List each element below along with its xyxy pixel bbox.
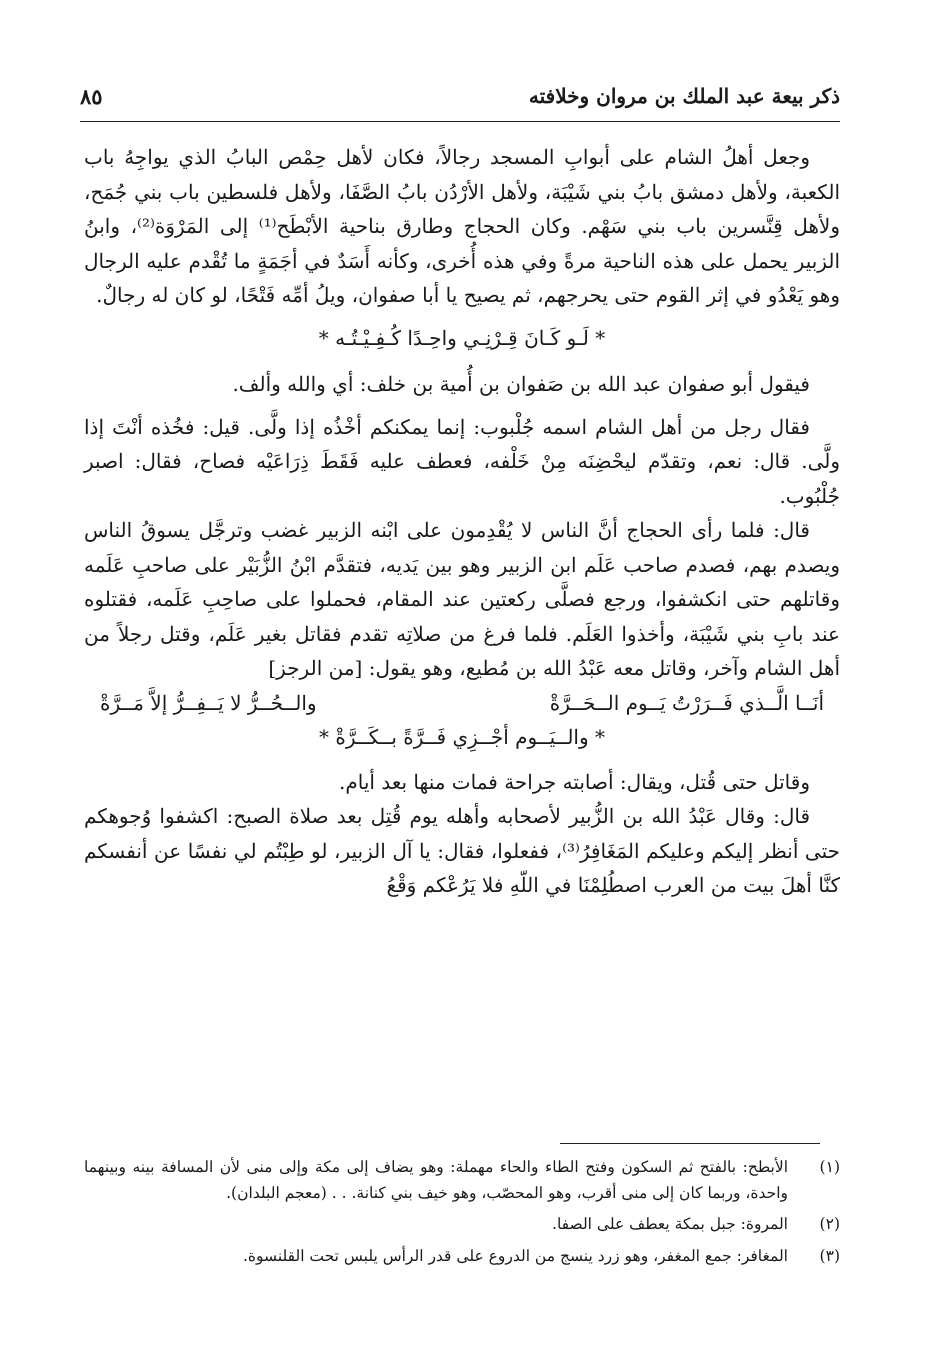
verse-line: * لَـو كَـانَ قِـرْنِـي واحِـدًا كُـفِـيْـتُـه * — [318, 325, 606, 350]
footnote-divider — [560, 1143, 820, 1144]
verse-hemistich-second: والــحُــرُّ لا يَــفِــرُّ إلاَّ مَــرَّةْ — [100, 690, 317, 715]
verse-hemistich-first: أنَــا الَّــذي فَــرَرْتُ يَــوم الــحَــرَّةْ — [549, 690, 824, 715]
verse-couplet — [84, 686, 840, 721]
paragraph: قال: وقال عَبْدُ الله بن الزُّبير لأصحابه وأهله يوم قُتِل بعد صلاة الصبح: اكشفوا وُجوهكم حتى أنظر إليكم وعليكم المَغَافِرُ⁽³⁾، ففعلوا، فقال: يا آل الزبير، لو طِبْتُم لي نفسًا عن أنفسكم كنَّا أهلَ بيت من العرب اصطُلِمْنَا في اللّهِ فلا يَرُعْكم وَقْعُ — [84, 804, 841, 897]
footnote-number: (٣) — [819, 1246, 840, 1265]
running-header-title: ذكر بيعة عبد الملك بن مروان وخلافته — [528, 84, 840, 108]
footnote-text: الأبطح: بالفتح ثم السكون وفتح الطاء والحاء مهملة: وهو يضاف إلى مكة وإلى منى لأن المسافة بينه وبينهما واحدة، وربما كان إلى منى أقرب، وهو المحصّب، وهو خيف بني كنانة. . . (معجم البلدان). — [84, 1158, 788, 1202]
page-number: ٨٥ — [80, 84, 103, 109]
footnote — [84, 1244, 840, 1270]
footnote-text: المروة: جبل بمكة يعطف على الصفا. — [552, 1215, 788, 1233]
footnote-number: (١) — [819, 1158, 840, 1176]
footnotes — [84, 1155, 840, 1275]
main-text — [84, 140, 840, 903]
paragraph: وجعل أهلُ الشام على أبوابِ المسجد رجالاً، فكان لأهل حِمْص البابُ الذي يواجِهُ باب الكعبة، ولأهل دمشق بابُ بني شَيْبَة، ولأهل الأرْدُن بابُ الصَّفَا، ولأهل فلسطين باب بني جُمَح، ولأهل قِنَّسرين باب بني سَهْم. وكان الحجاج وطارق بناحية الأبْطَح⁽¹⁾ إلى المَرْوَة⁽²⁾، وابنُ الزبير يحمل على هذه الناحية مرةً وفي هذه أُخرى، وكأنه أَسَدٌ في أجَمَةٍ ما تُقْدم عليه الرجال وهو يَعْدُو في إثر القوم حتى يحرجهم، ثم يصيح يا أبا صفوان، ويلُ أمِّه فَتْحًا، لو كان له رجالٌ. — [84, 145, 840, 307]
paragraph: قال: فلما رأى الحجاج أنَّ الناس لا يُقْدِمون على ابْنه الزبير غضب وترجَّل يسوقُ الناس ويصدم بهم، فصدم صاحب عَلَم ابن الزبير وهو بين يَديه، فتقدَّم ابْنُ الزُّبَيْر على صاحبِ عَلَمه وقاتلهم حتى انكشفوا، ورجع فصلَّى ركعتين عند المقام، فحملوا على صاحِبِ عَلَمه، فقتلوه عند بابِ بني شَيْبَة، وأخذوا العَلَم. فلما فرغ من صلاتِه تقدم فقاتل بغير عَلَم، وقتل رجلاً من أهل الشام وآخر، وقاتل معه عَبْدُ الله بن مُطيع، وهو يقول: [من الرجز] — [84, 518, 840, 680]
footnote — [84, 1155, 840, 1206]
paragraph: فقال رجل من أهل الشام اسمه جُلْبوب: إنما يمكنكم أخْذُه إذا ولَّى. قيل: فخُذه أنْتَ إذا ولَّى. قال: نعم، وتقدّم ليحْضِنَه مِنْ خَلْفه، فعطف عليه فَقَطَ ذِرَاعَيْه فصاح، فقال: اصبر جُلْبُوب. — [84, 414, 840, 508]
running-header — [80, 84, 840, 120]
paragraph: وقاتل حتى قُتل، ويقال: أصابته جراحة فمات منها بعد أيام. — [339, 769, 810, 794]
footnote-text: المغافر: جمع المغفر، وهو زرد ينسج من الدروع على قدر الرأس يلبس تحت القلنسوة. — [242, 1246, 788, 1265]
verse-line: * والــيَــوم أجْــزِي فَــرَّةً بــكَــرَّةْ * — [319, 725, 605, 749]
header-divider — [80, 121, 840, 122]
paragraph: فيقول أبو صفوان عبد الله بن صَفوان بن أُمية بن خلف: أي والله وألف. — [232, 372, 810, 396]
footnote-number: (٢) — [819, 1215, 840, 1233]
footnote — [84, 1212, 840, 1238]
